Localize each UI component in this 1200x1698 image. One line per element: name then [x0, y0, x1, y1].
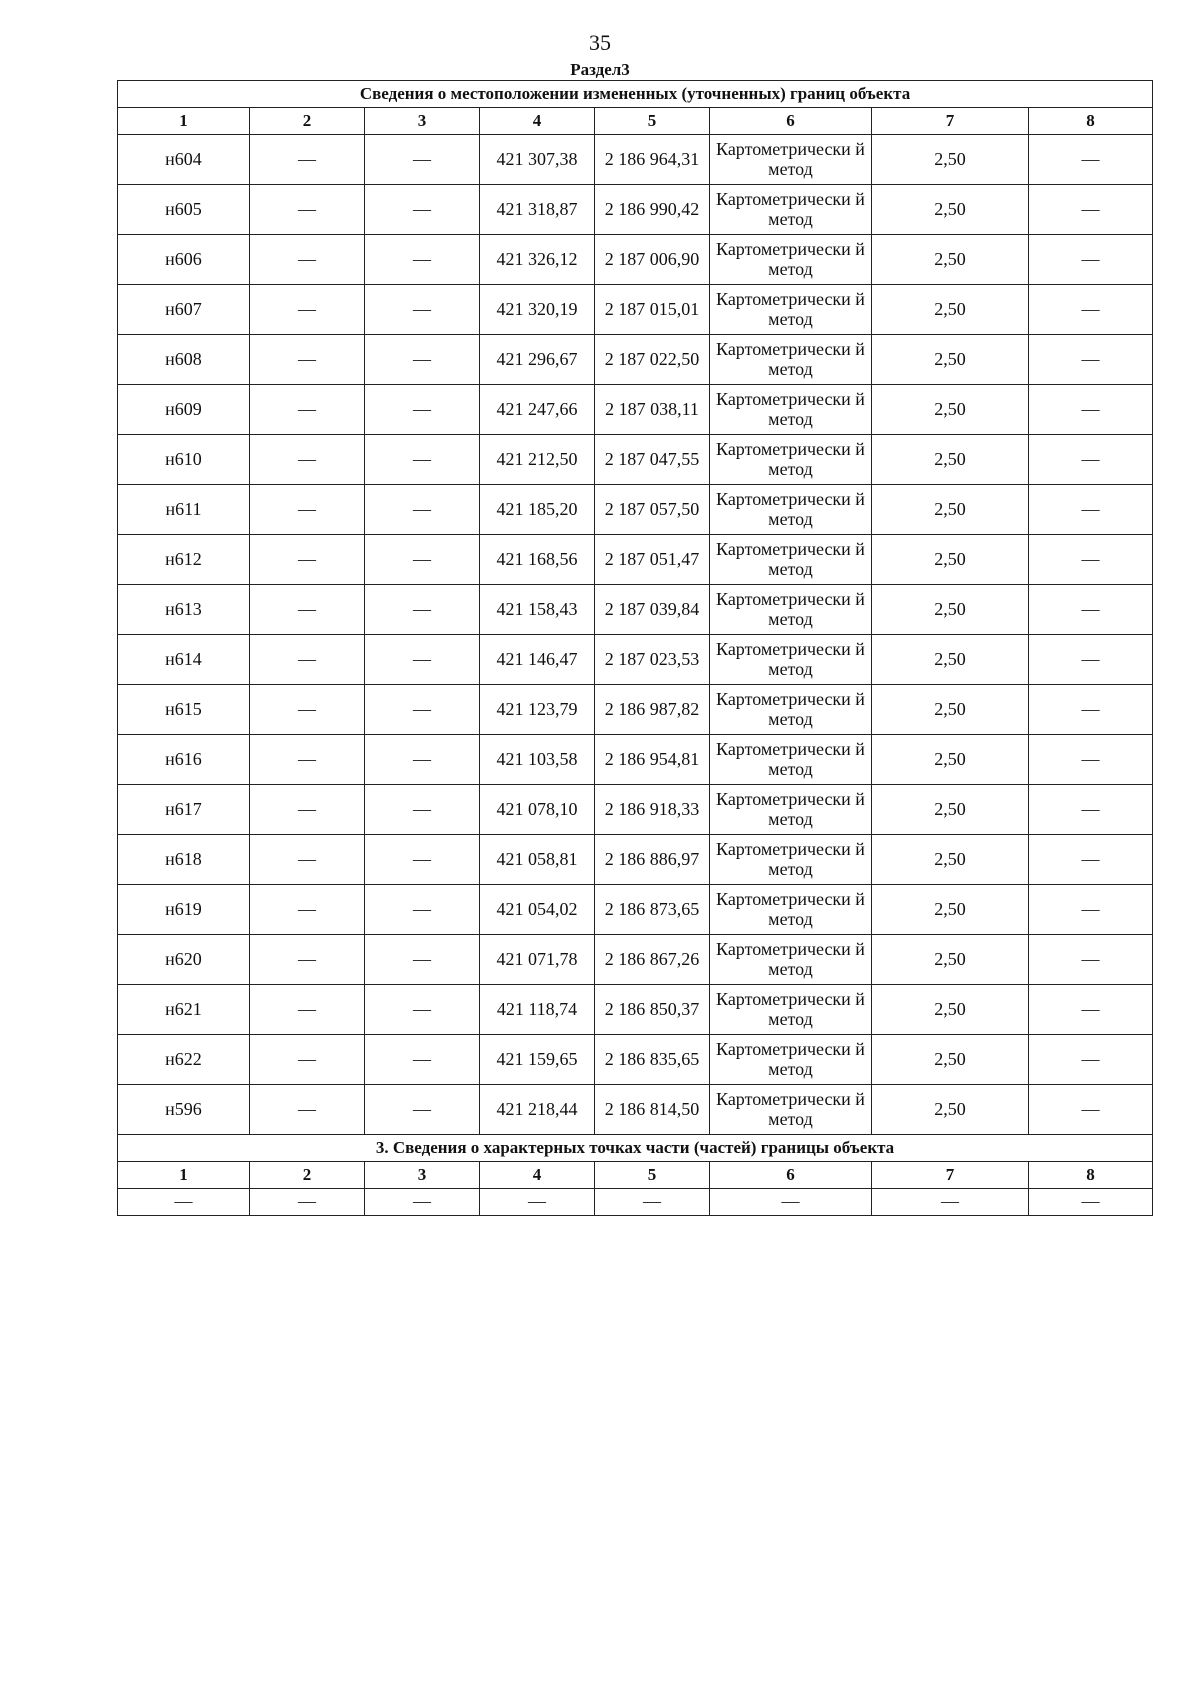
dash-cell: —: [365, 535, 480, 585]
accuracy-cell: 2,50: [872, 785, 1029, 835]
accuracy-cell: 2,50: [872, 1085, 1029, 1135]
y-coordinate-cell: 2 186 987,82: [595, 685, 710, 735]
dash-cell: —: [365, 835, 480, 885]
dash-cell: —: [1029, 485, 1153, 535]
point-number-cell: н620: [118, 935, 250, 985]
y-coordinate-cell: 2 186 814,50: [595, 1085, 710, 1135]
dash-cell: —: [365, 985, 480, 1035]
dash-cell: —: [250, 135, 365, 185]
y-coordinate-cell: 2 187 023,53: [595, 635, 710, 685]
x-coordinate-cell: 421 158,43: [480, 585, 595, 635]
dash-cell: —: [365, 885, 480, 935]
point-number-cell: н612: [118, 535, 250, 585]
column-number: 3: [365, 108, 480, 135]
table-row: [118, 435, 1153, 485]
accuracy-cell: 2,50: [872, 285, 1029, 335]
table-row: [118, 135, 1153, 185]
point-number-cell: н622: [118, 1035, 250, 1085]
empty-cell: —: [710, 1189, 872, 1216]
dash-cell: —: [250, 335, 365, 385]
dash-cell: —: [250, 685, 365, 735]
column-number: 7: [872, 1162, 1029, 1189]
dash-cell: —: [250, 185, 365, 235]
method-cell: Картометрически й метод: [710, 585, 872, 635]
y-coordinate-cell: 2 187 006,90: [595, 235, 710, 285]
x-coordinate-cell: 421 307,38: [480, 135, 595, 185]
dash-cell: —: [250, 585, 365, 635]
dash-cell: —: [1029, 785, 1153, 835]
dash-cell: —: [1029, 735, 1153, 785]
dash-cell: —: [250, 535, 365, 585]
point-number-cell: н604: [118, 135, 250, 185]
point-number-cell: н616: [118, 735, 250, 785]
method-cell: Картометрически й метод: [710, 535, 872, 585]
table-title-row: [118, 81, 1153, 108]
x-coordinate-cell: 421 326,12: [480, 235, 595, 285]
method-cell: Картометрически й метод: [710, 835, 872, 885]
point-number-cell: н618: [118, 835, 250, 885]
table-row: [118, 885, 1153, 935]
accuracy-cell: 2,50: [872, 635, 1029, 685]
empty-cell: —: [365, 1189, 480, 1216]
section-title: Раздел3: [570, 60, 630, 79]
dash-cell: —: [250, 235, 365, 285]
dash-cell: —: [1029, 635, 1153, 685]
dash-cell: —: [365, 785, 480, 835]
y-coordinate-cell: 2 186 867,26: [595, 935, 710, 985]
accuracy-cell: 2,50: [872, 585, 1029, 635]
dash-cell: —: [365, 1085, 480, 1135]
accuracy-cell: 2,50: [872, 735, 1029, 785]
accuracy-cell: 2,50: [872, 1035, 1029, 1085]
dash-cell: —: [250, 635, 365, 685]
column-number: 3: [365, 1162, 480, 1189]
point-number-cell: н614: [118, 635, 250, 685]
accuracy-cell: 2,50: [872, 135, 1029, 185]
column-number-row: [118, 108, 1153, 135]
dash-cell: —: [250, 885, 365, 935]
point-number-cell: н608: [118, 335, 250, 385]
empty-cell: —: [595, 1189, 710, 1216]
dash-cell: —: [365, 385, 480, 435]
y-coordinate-cell: 2 186 990,42: [595, 185, 710, 235]
accuracy-cell: 2,50: [872, 535, 1029, 585]
table-row: [118, 985, 1153, 1035]
x-coordinate-cell: 421 103,58: [480, 735, 595, 785]
table-row: [118, 485, 1153, 535]
column-number: 2: [250, 1162, 365, 1189]
part-empty-row: [118, 1189, 1153, 1216]
table-row: [118, 335, 1153, 385]
part-column-number-row: [118, 1162, 1153, 1189]
y-coordinate-cell: 2 186 964,31: [595, 135, 710, 185]
dash-cell: —: [365, 685, 480, 735]
method-cell: Картометрически й метод: [710, 785, 872, 835]
y-coordinate-cell: 2 186 850,37: [595, 985, 710, 1035]
y-coordinate-cell: 2 187 015,01: [595, 285, 710, 335]
dash-cell: —: [1029, 385, 1153, 435]
dash-cell: —: [1029, 435, 1153, 485]
table-row: [118, 1035, 1153, 1085]
point-number-cell: н617: [118, 785, 250, 835]
dash-cell: —: [250, 735, 365, 785]
y-coordinate-cell: 2 187 022,50: [595, 335, 710, 385]
y-coordinate-cell: 2 187 039,84: [595, 585, 710, 635]
dash-cell: —: [365, 485, 480, 535]
method-cell: Картометрически й метод: [710, 985, 872, 1035]
dash-cell: —: [1029, 585, 1153, 635]
method-cell: Картометрически й метод: [710, 435, 872, 485]
method-cell: Картометрически й метод: [710, 935, 872, 985]
dash-cell: —: [365, 285, 480, 335]
x-coordinate-cell: 421 212,50: [480, 435, 595, 485]
dash-cell: —: [365, 135, 480, 185]
x-coordinate-cell: 421 296,67: [480, 335, 595, 385]
x-coordinate-cell: 421 054,02: [480, 885, 595, 935]
point-number-cell: н605: [118, 185, 250, 235]
point-number-cell: н596: [118, 1085, 250, 1135]
dash-cell: —: [250, 835, 365, 885]
y-coordinate-cell: 2 187 038,11: [595, 385, 710, 435]
x-coordinate-cell: 421 168,56: [480, 535, 595, 585]
column-number: 1: [118, 108, 250, 135]
dash-cell: —: [1029, 285, 1153, 335]
empty-cell: —: [250, 1189, 365, 1216]
x-coordinate-cell: 421 247,66: [480, 385, 595, 435]
column-number: 1: [118, 1162, 250, 1189]
dash-cell: —: [1029, 335, 1153, 385]
dash-cell: —: [1029, 535, 1153, 585]
dash-cell: —: [365, 935, 480, 985]
x-coordinate-cell: 421 071,78: [480, 935, 595, 985]
column-number: 8: [1029, 1162, 1153, 1189]
y-coordinate-cell: 2 186 835,65: [595, 1035, 710, 1085]
x-coordinate-cell: 421 146,47: [480, 635, 595, 685]
accuracy-cell: 2,50: [872, 935, 1029, 985]
y-coordinate-cell: 2 187 047,55: [595, 435, 710, 485]
dash-cell: —: [365, 335, 480, 385]
dash-cell: —: [365, 585, 480, 635]
accuracy-cell: 2,50: [872, 985, 1029, 1035]
dash-cell: —: [365, 635, 480, 685]
method-cell: Картометрически й метод: [710, 235, 872, 285]
dash-cell: —: [250, 1085, 365, 1135]
dash-cell: —: [250, 485, 365, 535]
accuracy-cell: 2,50: [872, 685, 1029, 735]
column-number: 5: [595, 1162, 710, 1189]
dash-cell: —: [250, 285, 365, 335]
x-coordinate-cell: 421 318,87: [480, 185, 595, 235]
point-number-cell: н621: [118, 985, 250, 1035]
dash-cell: —: [250, 935, 365, 985]
table-row: [118, 385, 1153, 435]
dash-cell: —: [250, 435, 365, 485]
table-row: [118, 1085, 1153, 1135]
empty-cell: —: [118, 1189, 250, 1216]
accuracy-cell: 2,50: [872, 435, 1029, 485]
y-coordinate-cell: 2 186 918,33: [595, 785, 710, 835]
column-number: 4: [480, 1162, 595, 1189]
method-cell: Картометрически й метод: [710, 135, 872, 185]
dash-cell: —: [250, 1035, 365, 1085]
column-number: 2: [250, 108, 365, 135]
x-coordinate-cell: 421 185,20: [480, 485, 595, 535]
table-row: [118, 185, 1153, 235]
boundary-table: [117, 80, 1153, 1216]
accuracy-cell: 2,50: [872, 335, 1029, 385]
dash-cell: —: [1029, 185, 1153, 235]
method-cell: Картометрически й метод: [710, 1035, 872, 1085]
accuracy-cell: 2,50: [872, 185, 1029, 235]
column-number: 6: [710, 1162, 872, 1189]
dash-cell: —: [1029, 1035, 1153, 1085]
method-cell: Картометрически й метод: [710, 1085, 872, 1135]
x-coordinate-cell: 421 159,65: [480, 1035, 595, 1085]
y-coordinate-cell: 2 187 051,47: [595, 535, 710, 585]
method-cell: Картометрически й метод: [710, 635, 872, 685]
dash-cell: —: [365, 435, 480, 485]
accuracy-cell: 2,50: [872, 235, 1029, 285]
x-coordinate-cell: 421 078,10: [480, 785, 595, 835]
point-number-cell: н615: [118, 685, 250, 735]
table-title: Сведения о местоположении измененных (уточненных) границ объекта: [118, 81, 1153, 108]
dash-cell: —: [1029, 985, 1153, 1035]
x-coordinate-cell: 421 058,81: [480, 835, 595, 885]
dash-cell: —: [1029, 835, 1153, 885]
empty-cell: —: [480, 1189, 595, 1216]
accuracy-cell: 2,50: [872, 835, 1029, 885]
dash-cell: —: [365, 185, 480, 235]
dash-cell: —: [365, 735, 480, 785]
dash-cell: —: [250, 785, 365, 835]
column-number: 5: [595, 108, 710, 135]
point-number-cell: н610: [118, 435, 250, 485]
accuracy-cell: 2,50: [872, 385, 1029, 435]
method-cell: Картометрически й метод: [710, 885, 872, 935]
table-row: [118, 285, 1153, 335]
part-title-row: [118, 1135, 1153, 1162]
x-coordinate-cell: 421 218,44: [480, 1085, 595, 1135]
table-row: [118, 685, 1153, 735]
column-number: 7: [872, 108, 1029, 135]
dash-cell: —: [1029, 235, 1153, 285]
accuracy-cell: 2,50: [872, 885, 1029, 935]
method-cell: Картометрически й метод: [710, 385, 872, 435]
table-row: [118, 585, 1153, 635]
dash-cell: —: [1029, 885, 1153, 935]
y-coordinate-cell: 2 187 057,50: [595, 485, 710, 535]
y-coordinate-cell: 2 186 873,65: [595, 885, 710, 935]
point-number-cell: н619: [118, 885, 250, 935]
x-coordinate-cell: 421 118,74: [480, 985, 595, 1035]
method-cell: Картометрически й метод: [710, 285, 872, 335]
column-number: 4: [480, 108, 595, 135]
dash-cell: —: [250, 385, 365, 435]
accuracy-cell: 2,50: [872, 485, 1029, 535]
dash-cell: —: [365, 1035, 480, 1085]
column-number: 8: [1029, 108, 1153, 135]
dash-cell: —: [365, 235, 480, 285]
table-row: [118, 935, 1153, 985]
table-row: [118, 535, 1153, 585]
dash-cell: —: [1029, 135, 1153, 185]
point-number-cell: н607: [118, 285, 250, 335]
table-row: [118, 835, 1153, 885]
table-row: [118, 235, 1153, 285]
method-cell: Картометрически й метод: [710, 735, 872, 785]
point-number-cell: н606: [118, 235, 250, 285]
table-row: [118, 735, 1153, 785]
method-cell: Картометрически й метод: [710, 335, 872, 385]
table-row: [118, 635, 1153, 685]
method-cell: Картометрически й метод: [710, 185, 872, 235]
point-number-cell: н611: [118, 485, 250, 535]
point-number-cell: н609: [118, 385, 250, 435]
column-number: 6: [710, 108, 872, 135]
empty-cell: —: [1029, 1189, 1153, 1216]
dash-cell: —: [1029, 935, 1153, 985]
x-coordinate-cell: 421 320,19: [480, 285, 595, 335]
part-table-title: 3. Сведения о характерных точках части (частей) границы объекта: [118, 1135, 1153, 1162]
y-coordinate-cell: 2 186 886,97: [595, 835, 710, 885]
method-cell: Картометрически й метод: [710, 485, 872, 535]
page-number: 35: [589, 30, 611, 55]
empty-cell: —: [872, 1189, 1029, 1216]
dash-cell: —: [1029, 1085, 1153, 1135]
point-number-cell: н613: [118, 585, 250, 635]
method-cell: Картометрически й метод: [710, 685, 872, 735]
dash-cell: —: [1029, 685, 1153, 735]
y-coordinate-cell: 2 186 954,81: [595, 735, 710, 785]
x-coordinate-cell: 421 123,79: [480, 685, 595, 735]
table-row: [118, 785, 1153, 835]
dash-cell: —: [250, 985, 365, 1035]
